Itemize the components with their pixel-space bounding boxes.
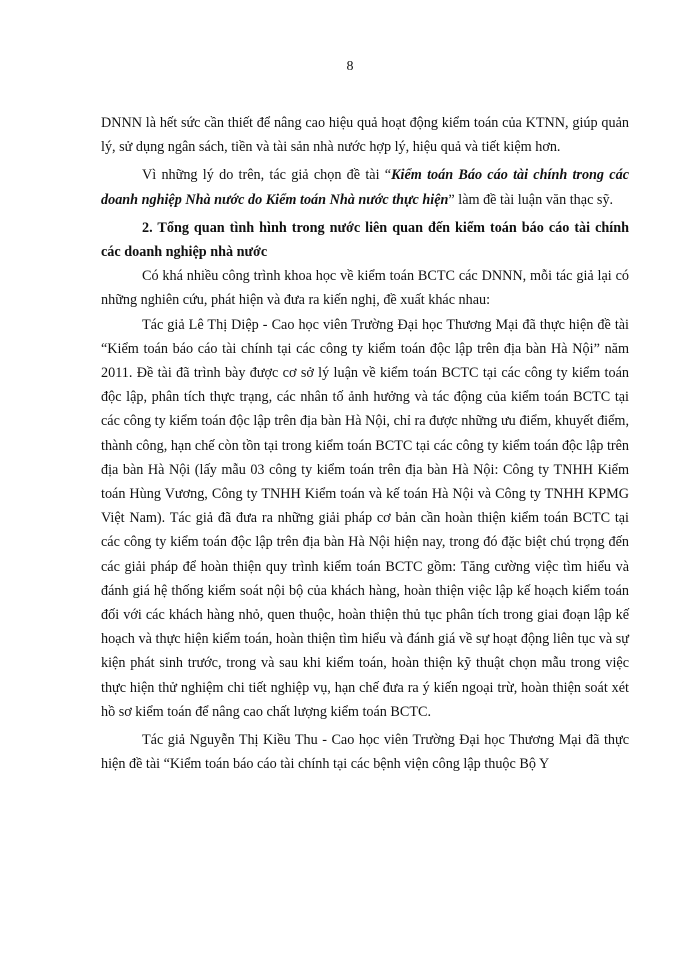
paragraph-topic-choice <box>101 163 629 211</box>
paragraph-le-thi-diep: Tác giả Lê Thị Diệp - Cao học viên Trường Đại học Thương Mại đã thực hiện đề tài “Kiểm toán báo cáo tài chính tại các công ty kiểm toán độc lập trên địa bàn Hà Nội” năm 2011. Đề tài đã trình bày được cơ sở lý luận về kiểm toán BCTC tại các công ty kiểm toán độc lập, phân tích thực trạng, các nhân tố ảnh hưởng và tác động của kiểm toán BCTC tại các công ty kiểm toán độc lập trên địa bàn Hà Nội, chỉ ra được những ưu điểm, khuyết điểm, thành công, hạn chế còn tồn tại trong kiểm toán BCTC tại các công ty kiểm toán độc lập trên địa bàn Hà Nội (lấy mẫu 03 công ty kiểm toán trên địa bàn Hà Nội: Công ty TNHH Kiểm toán Hùng Vương, Công ty TNHH Kiểm toán và kế toán Hà Nội và Công ty TNHH KPMG Việt Nam). Tác giả đã đưa ra những giải pháp cơ bản cần hoàn thiện kiểm toán BCTC tại các công ty kiểm toán độc lập trên địa bàn Hà Nội hiện nay, trong đó đặc biệt chú trọng đến các giải pháp để hoàn thiện quy trình kiểm toán BCTC gồm: Tăng cường việc tìm hiểu và đánh giá hệ thống kiểm soát nội bộ của khách hàng, hoàn thiện việc lập kế hoạch kiểm toán đối với các khách hàng nhỏ, quen thuộc, hoàn thiện thủ tục phân tích trong giai đoạn lập kế hoạch và thực hiện kiểm toán, hoàn thiện tìm hiểu và đánh giá về sự hoạt động liên tục và sự kiện phát sinh trước, trong và sau khi kiểm toán, hoàn thiện kỹ thuật chọn mẫu trong việc thực hiện thử nghiệm chi tiết nghiệp vụ, hạn chế đưa ra ý kiến ngoại trừ, hoàn thiện soát xét hồ sơ kiểm toán để nâng cao chất lượng kiểm toán BCTC. <box>101 316 629 720</box>
section-heading: 2. Tổng quan tình hình trong nước liên quan đến kiểm toán báo cáo tài chính các doanh nghiệp nhà nước <box>101 219 629 261</box>
paragraph-nguyen-thi-kieu-thu: Tác giả Nguyễn Thị Kiều Thu - Cao học viên Trường Đại học Thương Mại đã thực hiện đề tài “Kiểm toán báo cáo tài chính tại các bệnh viện công lập thuộc Bộ Y <box>101 732 629 773</box>
page-number: 8 <box>346 59 354 74</box>
paragraph-topic-choice-tail: ” làm đề tài luận văn thạc sỹ. <box>448 191 614 208</box>
thesis-title: Kiểm toán Báo cáo tài chính trong các doanh nghiệp Nhà nước do Kiểm toán Nhà nước thực hiện <box>101 167 629 208</box>
paragraph-continuation: DNNN là hết sức cần thiết để nâng cao hiệu quả hoạt động kiểm toán của KTNN, giúp quản lý, sử dụng ngân sách, tiền và tài sản nhà nước hợp lý, hiệu quả và tiết kiệm hơn. <box>101 115 629 156</box>
paragraph-overview: Có khá nhiều công trình khoa học về kiểm toán BCTC các DNNN, mỗi tác giả lại có những nghiên cứu, phát hiện và đưa ra kiến nghị, đề xuất khác nhau: <box>101 268 629 309</box>
paragraph-topic-choice-lead: Vì những lý do trên, tác giả chọn đề tài “ <box>142 167 392 184</box>
body-text <box>101 111 629 776</box>
